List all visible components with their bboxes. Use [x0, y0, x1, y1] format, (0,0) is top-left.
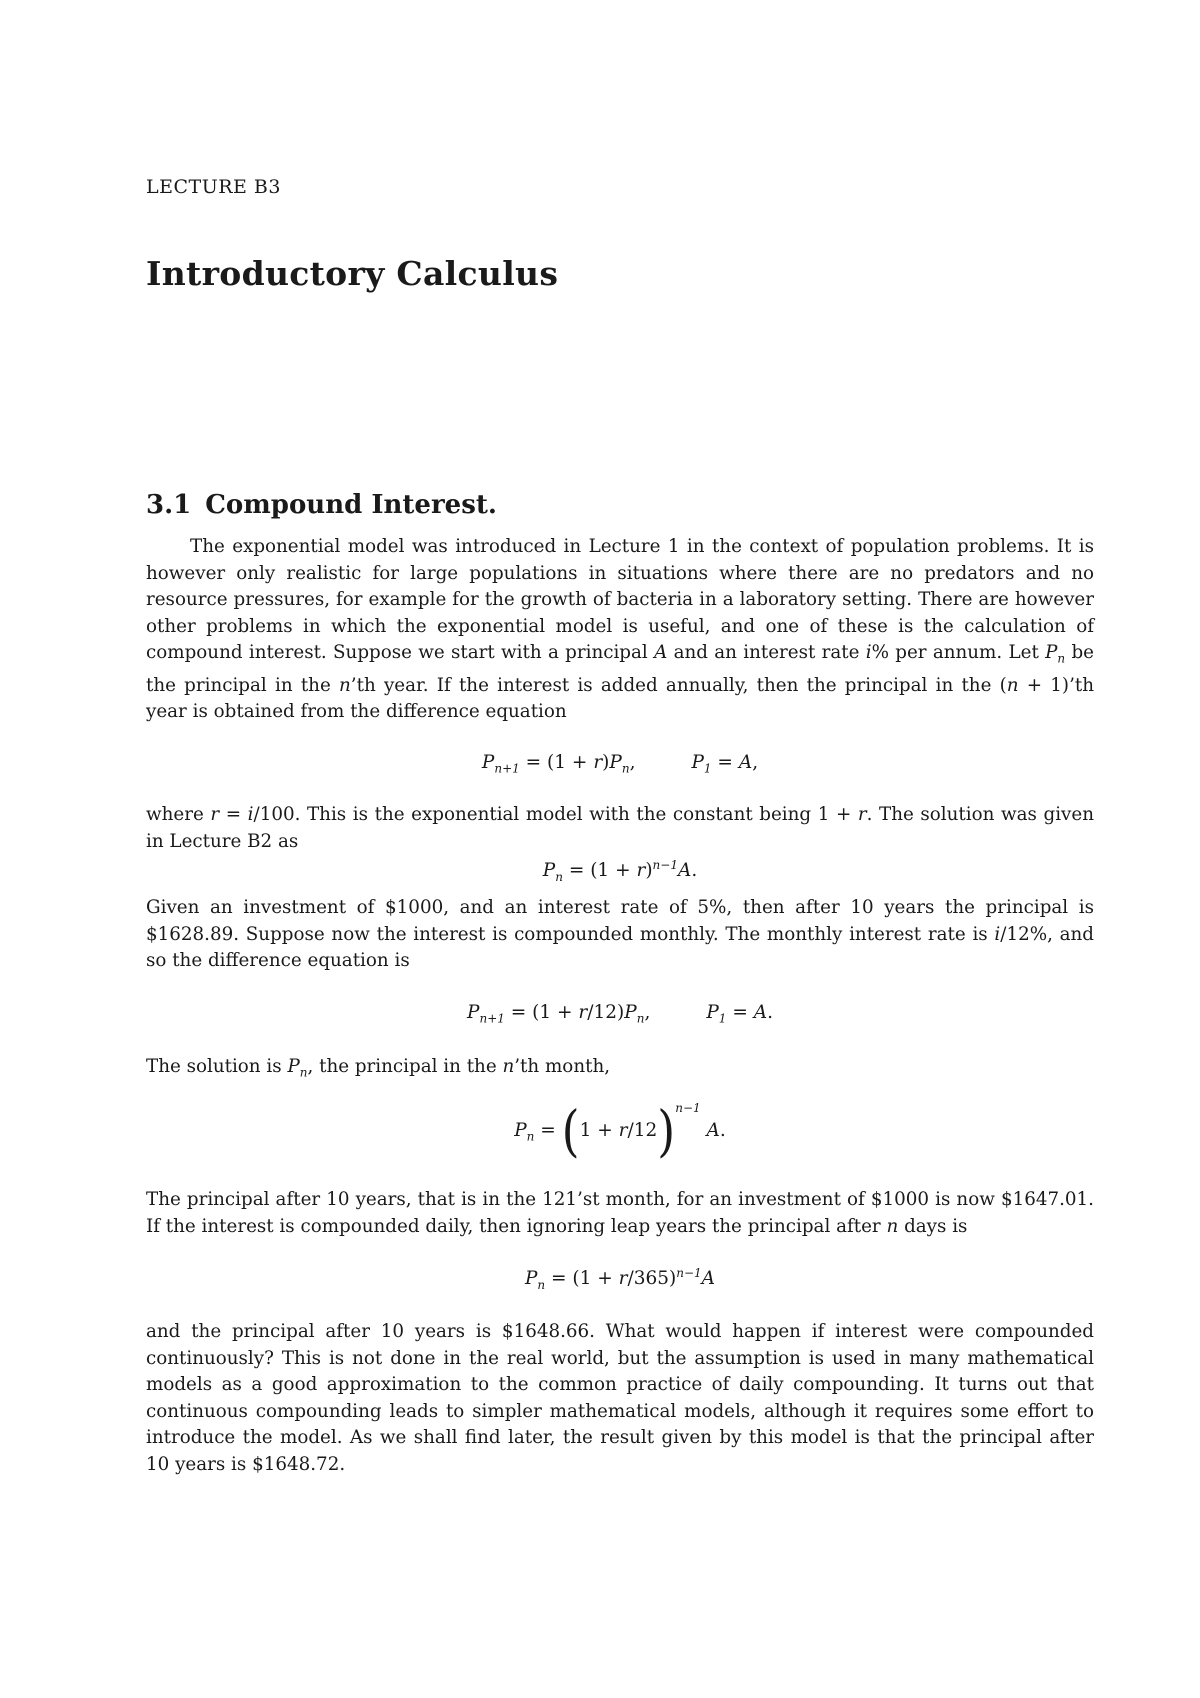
section-number: 3.1	[146, 490, 192, 520]
equation-difference-monthly: $P_{n+1} = (1 + r/12)P_n$, $P_1 = A$.	[467, 1002, 773, 1026]
paragraph-monthly: Given an investment of $1000, and an interest rate of 5%, then after 10 years the principal is $1628.89. Suppose now the interest is compounded monthly. The monthly interest rate is i/12%, and so the difference equation is	[146, 897, 1095, 972]
page-title: Introductory Calculus	[146, 254, 559, 293]
paragraph-daily: The principal after 10 years, that is in the 121’st month, for an investment of $1000 is now $1647.01. If the interest is compounded daily, then ignoring leap years the principal after n days is	[146, 1189, 1094, 1237]
equation-solution-annual: $P_n = (1 + r)^{n-1}A$.	[542, 858, 698, 884]
paragraph-intro: The exponential model was introduced in Lecture 1 in the context of population problems. It is however only realistic for large populations in situations where there are no predators and no resource pressures, for example for the growth of bacteria in a laboratory setting. There are however other problems in which the exponential model is useful, and one of these is the calculation of compound interest. Suppose we start with a principal A and an interest rate i% per annum. Let $P_n$ be the principal in the n’th year. If the interest is added annually, then the principal in the (n + 1)’th year is obtained from the difference equation	[146, 536, 1094, 723]
paragraph-solution-monthly: The solution is $P_n$, the principal in the n’th month,	[146, 1056, 611, 1080]
equation-solution-daily: $P_n = (1 + r/365)^{n-1}A$	[524, 1266, 716, 1292]
lecture-label: LECTURE B3	[146, 176, 281, 198]
section-title: Compound Interest.	[205, 490, 497, 520]
equation-difference-annual: $P_{n+1} = (1 + r)P_n$, $P_1 = A$,	[481, 752, 759, 776]
paragraph-continuous: and the principal after 10 years is $1648.66. What would happen if interest were compounded continuously? This is not done in the real world, but the assumption is used in many mathematical models as a good approximation to the common practice of daily compounding. It turns out that continuous compounding leads to simpler mathematical models, although it requires some effort to introduce the model. As we shall find later, the result given by this model is that the principal after 10 years is $1648.72.	[146, 1321, 1094, 1475]
paragraph-solution-intro: where r = i/100. This is the exponential model with the constant being 1 + r. The solution was given in Lecture B2 as	[146, 804, 1094, 852]
section-heading	[146, 490, 497, 520]
equation-solution-monthly: $P_n = (1 + r/12)^{n-1}$ A.	[514, 1098, 726, 1164]
